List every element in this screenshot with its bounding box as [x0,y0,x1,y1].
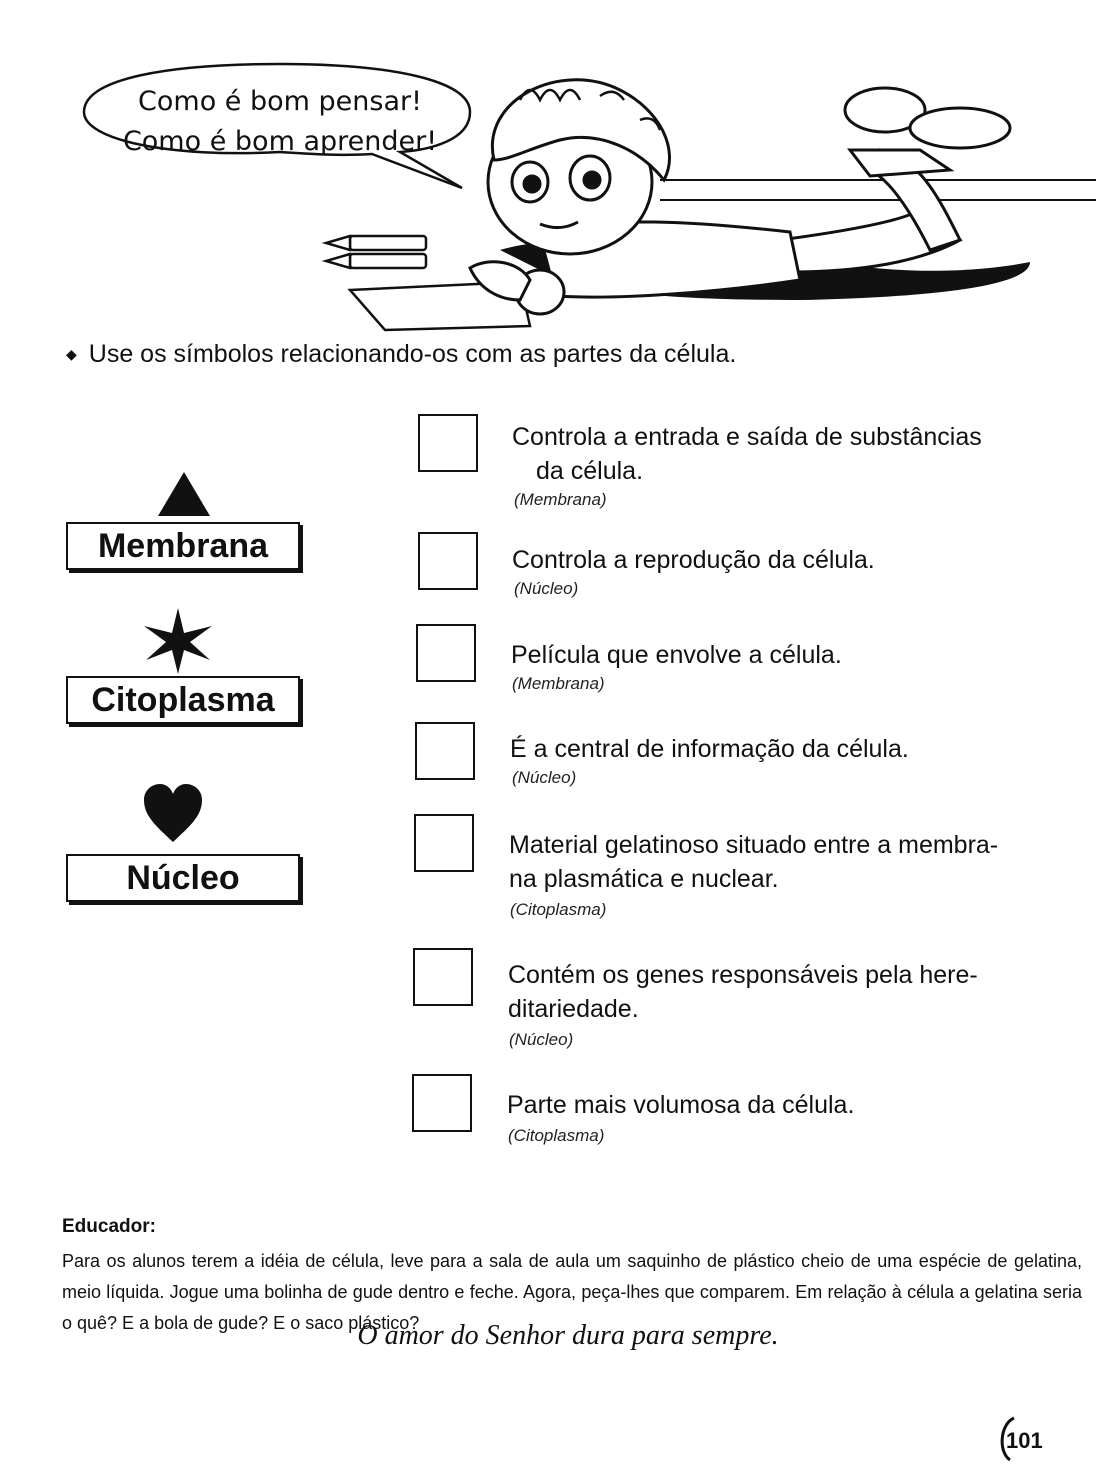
item-line: Controla a reprodução da célula. [512,546,875,574]
answer-checkbox[interactable] [412,1074,472,1132]
instruction-text: Use os símbolos relacionando-os com as partes da célula. [88,340,737,368]
background-lines [660,180,1096,200]
item-answer: (Citoplasma) [510,900,607,919]
legend-citoplasma [66,676,300,724]
bubble-line-1: Como é bom pensar! [138,86,422,117]
answer-checkbox[interactable] [415,722,475,780]
item-line: ditariedade. [508,995,639,1023]
item-answer: (Núcleo) [514,579,579,598]
item-line: na plasmática e nuclear. [509,865,779,893]
item-line: da célula. [536,457,644,485]
pencils [326,236,426,268]
item-line: Controla a entrada e saída de substâncias [512,423,982,451]
item-text [511,638,842,672]
diamond-bullet-icon: ◆ [66,346,77,362]
answer-checkbox[interactable] [414,814,474,872]
legend-nucleo [66,854,300,902]
item-text [507,1088,854,1122]
motto: O amor do Senhor dura para sempre. [357,1320,779,1351]
item-answer: (Núcleo) [509,1030,574,1049]
answer-checkbox[interactable] [418,532,478,590]
legend-label: Membrana [97,527,269,565]
bubble-line-2: Como é bom aprender! [122,126,438,157]
legend-membrana [66,522,300,570]
illustration [0,0,1096,340]
item-answer: (Núcleo) [512,768,577,787]
item-line: Contém os genes responsáveis pela here- [508,961,978,989]
item-text [508,958,978,1026]
item-answer: (Membrana) [512,674,605,693]
item-text [509,828,998,896]
heart-icon [142,782,204,844]
speech-bubble-text [100,82,460,162]
answer-checkbox[interactable] [416,624,476,682]
item-text [512,420,982,488]
triangle-icon [156,470,212,518]
item-text [510,732,909,766]
item-text [512,543,875,577]
answer-checkbox[interactable] [418,414,478,472]
educator-text: Para os alunos terem a idéia de célula, leve para a sala de aula um saquinho de plástico cheio de uma espécie de gelatina, meio líquida. Jogue uma bolinha de gude dentro e feche. Agora, peça-lhes que comparem. Em relação à célula a gelatina seria o quê? E a bola de gude? E o saco plástico? [62,1251,1082,1333]
page-number: 101 [1006,1428,1043,1453]
instruction [66,340,736,369]
item-answer: (Citoplasma) [508,1126,605,1145]
item-answer: (Membrana) [514,490,607,509]
star-icon [140,606,216,676]
item-line: Película que envolve a célula. [511,641,842,669]
item-line: É a central de informação da célula. [510,735,909,763]
legend-label: Núcleo [126,859,240,897]
educator-title: Educador: [62,1216,156,1237]
item-line: Parte mais volumosa da célula. [507,1091,855,1119]
answer-checkbox[interactable] [413,948,473,1006]
item-line: Material gelatinoso situado entre a membra- [509,831,999,859]
legend-label: Citoplasma [91,681,275,719]
